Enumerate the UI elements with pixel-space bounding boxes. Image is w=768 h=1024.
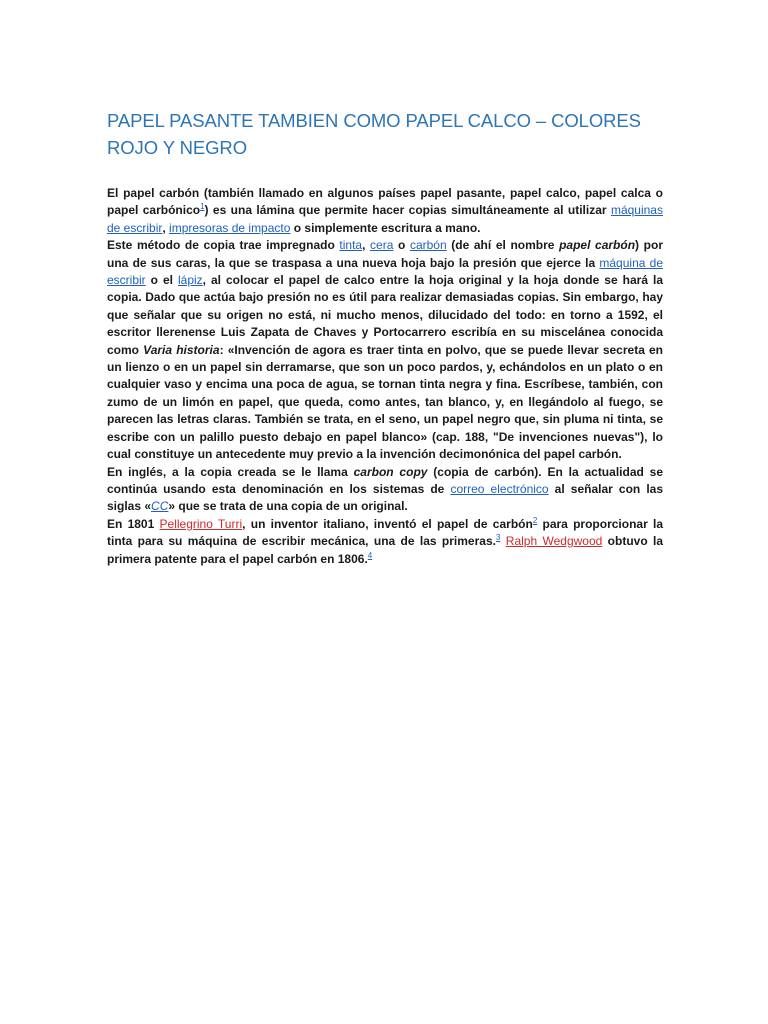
link-maquinas-de-escribir[interactable]: máquinas de escribir bbox=[107, 203, 663, 235]
link-impresoras-de-impacto[interactable]: impresoras de impacto bbox=[169, 220, 291, 235]
document-title: PAPEL PASANTE TAMBIEN COMO PAPEL CALCO – COLORES ROJO Y NEGRO bbox=[107, 110, 641, 158]
link-lapiz[interactable]: lápiz bbox=[177, 273, 203, 288]
link-cc[interactable]: CC bbox=[151, 499, 169, 514]
link-ralph-wedgwood[interactable]: Ralph Wedgwood bbox=[505, 534, 603, 549]
term-papel-carbon: El papel carbón bbox=[107, 186, 200, 200]
paragraph-intro: El papel carbón (también llamado en algunos países papel pasante, papel calco, papel calca o papel carbónico$^1$) es una lámina que permite hacer copias simultáneamente al utilizar máquinas de escribir, impresoras de impacto o simplemente escritura a mano. bbox=[107, 186, 664, 235]
emphasis-carbon-copy: carbon copy bbox=[353, 464, 428, 479]
emphasis-papel-carbon: papel carbón bbox=[559, 238, 636, 253]
term-papel-pasante: papel pasante bbox=[420, 186, 502, 200]
link-correo-electronico[interactable]: correo electrónico bbox=[450, 481, 549, 496]
footnote-ref-4[interactable]: 4 bbox=[367, 550, 373, 560]
paragraph-history: En 1801 Pellegrino Turri, un inventor italiano, inventó el papel de carbón$^2$ para proporcionar la tinta para su máquina de escribir mecánica, una de las primeras.$^3$ Ralph Wedgwood obtuvo la primera patente para el papel carbón en 1806.$^4$ bbox=[107, 515, 664, 566]
link-pellegrino-turri[interactable]: Pellegrino Turri bbox=[159, 516, 243, 531]
link-tinta[interactable]: tinta bbox=[339, 238, 363, 253]
paragraph-english: En inglés, a la copia creada se le llama carbon copy (copia de carbón). En la actualidad se continúa usando esta denominación en los sistemas de correo electrónico al señalar con las siglas «CC» que se trata de una copia de un original. bbox=[107, 464, 663, 514]
link-cera[interactable]: cera bbox=[370, 238, 394, 253]
footnote-ref-2[interactable]: 2 bbox=[532, 515, 538, 525]
emphasis-varia-historia: Varia historia bbox=[143, 342, 220, 357]
term-papel-carbonico: papel carbónico bbox=[107, 203, 201, 218]
paragraph-method: Este método de copia trae impregnado tinta, cera o carbón (de ahí el nombre papel carbón) por una de sus caras, la que se traspasa a una nueva hoja bajo la presión que ejerce la máquina de escribir o el lápiz, al colocar el papel de calco entre la hoja original y la hoja donde se hará la copia. Dado que actúa bajo presión no es útil para realizar demasiadas copias. Sin embargo, hay que señalar que su origen no está, ni mucho menos, dilucidado del todo: en torno a 1592, el escritor llerenense Luis Zapata de Chaves y Portocarrero escribía en su miscelánea conocida como Varia historia: «Invención de agora es traer tinta en polvo, que se puede llevar secreta en un lienzo o en un papel sin derramarse, que son un poco pardos, y, echándolos en un plato o en cualquier vaso y encima una poca de agua, se tornan tinta negra y fina. Escríbese, también, con zumo de un limón en papel, que queda, como antes, tan blanco, y, en llegándolo al fuego, se parecen las letras claras. También se trata, en el seno, un papel negro que, sin pluma ni tinta, se escribe con un palillo puesto debajo en papel blanco» (cap. 188, "De invenciones nuevas"), lo cual constituye un antecedente muy previo a la invención decimonónica del papel carbón. bbox=[107, 238, 664, 462]
link-carbon[interactable]: carbón bbox=[409, 238, 447, 253]
term-papel-calca: papel calca bbox=[584, 186, 651, 200]
document-body bbox=[107, 185, 663, 568]
term-papel-calco: papel calco bbox=[509, 186, 577, 200]
footnote-ref-1[interactable]: 1 bbox=[200, 202, 205, 212]
link-maquina-de-escribir[interactable]: máquina de escribir bbox=[107, 255, 664, 288]
footnote-ref-3[interactable]: 3 bbox=[495, 533, 501, 543]
